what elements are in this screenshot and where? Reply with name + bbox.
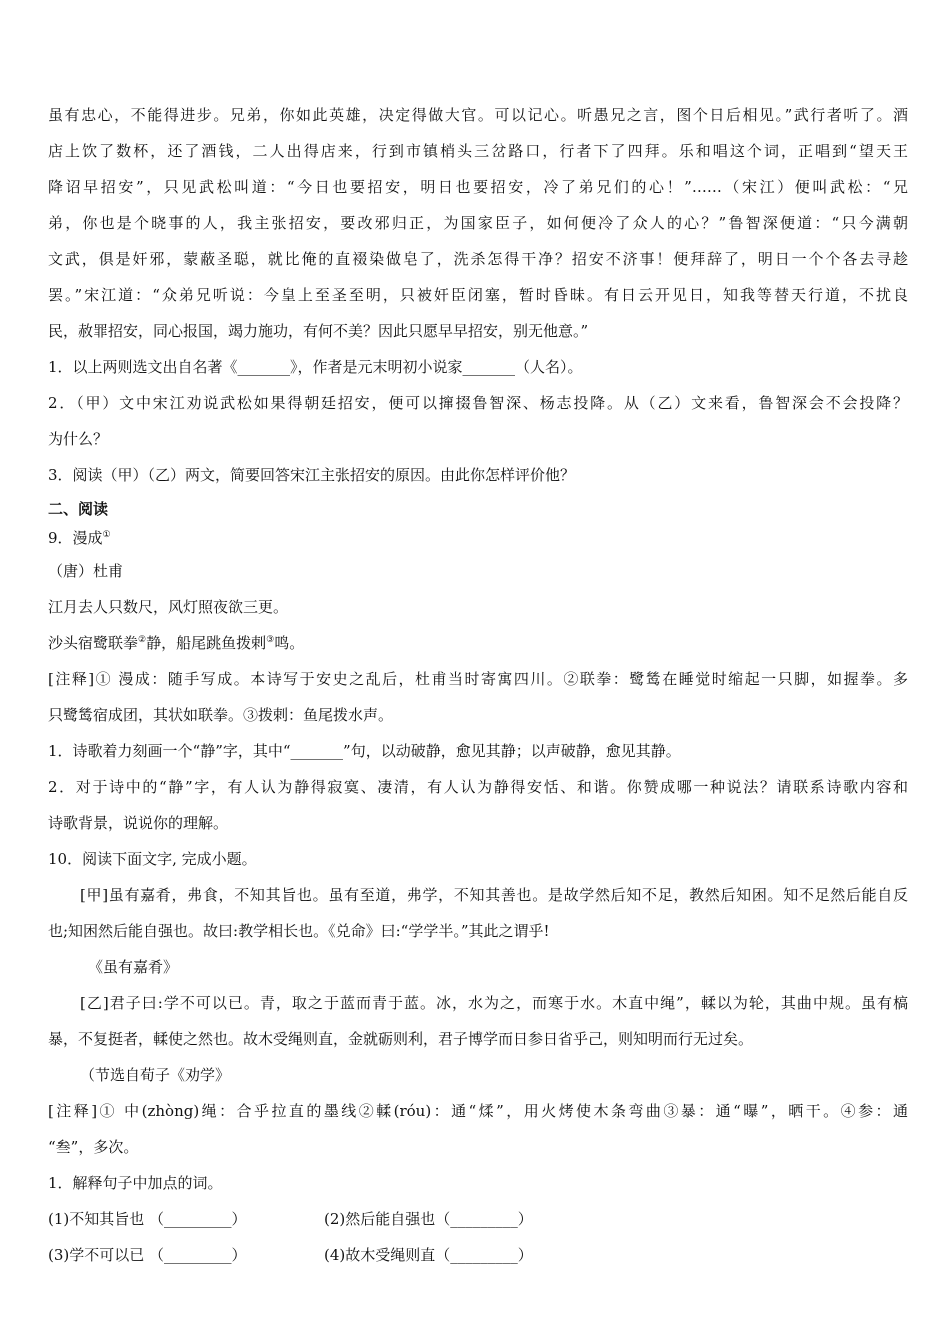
answer-item-3: (3)学不可以已 （_________）: [48, 1246, 247, 1264]
q9-question-2-cont: 诗歌背景，说说你的理解。: [48, 814, 229, 832]
passage-jia-cont: 也;知困然后能自强也。故曰:教学相长也。《兑命》曰:“学学半。”其此之谓乎!: [48, 922, 550, 940]
question-8-subquestions: [48, 349, 908, 493]
passage-jia-source: 《虽有嘉肴》: [88, 958, 179, 976]
passage-line: 罢。”宋江道：“众弟兄听说：今皇上至圣至明，只被奸臣闭塞，暂时昏昧。有日云开见日，知我等替天行道，不扰良: [48, 286, 908, 304]
section-heading: 二、阅读: [48, 500, 109, 518]
poem-text: 鸣。: [274, 634, 305, 652]
poem-author: （唐）杜甫: [48, 562, 124, 580]
q8-question-3: 3．阅读（甲）（乙）两文，简要回答宋江主张招安的原因。由此你怎样评价他？: [48, 466, 576, 484]
answer-item-4: (4)故木受绳则直（_________）: [324, 1246, 533, 1264]
q9-title-text: 9．漫成: [48, 529, 103, 547]
q10-note: [注释]① 中(zhòng)绳：合乎拉直的墨线②輮(róu)：通“煣”，用火烤使木条弯曲③暴：通“曝”，晒干。④参：通: [48, 1102, 908, 1120]
answer-row: [48, 1201, 908, 1237]
answer-item-2: (2)然后能自强也（_________）: [324, 1210, 533, 1228]
passage-yi: [乙]君子曰:学不可以已。青，取之于蓝而青于蓝。冰，水为之，而寒于水。木直中绳”，輮以为轮，其曲中规。虽有槁: [80, 994, 908, 1012]
passage-line: 降诏早招安”，只见武松叫道：“今日也要招安，明日也要招安，冷了弟兄们的心！”……（宋江）便叫武松：“兄: [48, 178, 908, 196]
q10-note-cont: “叁”，多次。: [48, 1138, 139, 1156]
question-9: [48, 523, 908, 841]
q8-question-1: 1．以上两则选文出自名著《_______》，作者是元末明初小说家_______（人名）。: [48, 358, 583, 376]
footnote-mark: ③: [266, 635, 275, 645]
poem-line: 江月去人只数尺，风灯照夜欲三更。: [48, 598, 289, 616]
q9-question-1: 1．诗歌着力刻画一个“静”字，其中“_______”句，以动破静，愈见其静；以声破静，愈见其静。: [48, 742, 681, 760]
passage-jia: [甲]虽有嘉肴，弗食，不知其旨也。虽有至道，弗学，不知其善也。是故学然后知不足，教然后知困。知不足然后能自反: [80, 886, 908, 904]
poem-line: [48, 625, 908, 661]
q10-intro: 10．阅读下面文字, 完成小题。: [48, 850, 257, 868]
passage-b: [48, 97, 908, 349]
q9-title: [48, 523, 908, 553]
answer-item-1: (1)不知其旨也 （_________）: [48, 1210, 247, 1228]
passage-line: 虽有忠心，不能得进步。兄弟，你如此英雄，决定得做大官。可以记心。听愚兄之言，图个日后相见。”武行者听了。酒: [48, 106, 908, 124]
footnote-mark: ②: [138, 635, 147, 645]
passage-line: 文武，俱是奸邪，蒙蔽圣聪，就比俺的直裰染做皂了，洗杀怎得干净？招安不济事！便拜辞了，明日一个个各去寻趁: [48, 250, 908, 268]
q10-question-1: 1．解释句子中加点的词。: [48, 1174, 223, 1192]
poem-text: 沙头宿鹭联拳: [48, 634, 139, 652]
q8-question-2: 2．（甲）文中宋江劝说武松如果得朝廷招安，便可以撺掇鲁智深、杨志投降。从（乙）文来看，鲁智深会不会投降？: [48, 394, 908, 412]
footnote-mark: ①: [102, 530, 111, 540]
q9-note: [注释]① 漫成：随手写成。本诗写于安史之乱后，杜甫当时寄寓四川。②联拳：鹭鸶在睡觉时缩起一只脚，如握拳。多: [48, 670, 908, 688]
poem-text: 静，船尾跳鱼拨剌: [146, 634, 267, 652]
document-page: [48, 97, 908, 1273]
answer-row: [48, 1237, 908, 1273]
passage-line: 弟，你也是个晓事的人，我主张招安，要改邪归正，为国家臣子，如何便冷了众人的心？”鲁智深便道：“只今满朝: [48, 214, 908, 232]
passage-yi-cont: 暴，不复挺者，輮使之然也。故木受绳则直，金就砺则利，君子博学而日参日省乎己，则知明而行无过矣。: [48, 1030, 754, 1048]
q9-note-cont: 只鹭鸶宿成团，其状如联拳。③拨剌：鱼尾拨水声。: [48, 706, 394, 724]
passage-yi-source: （节选自荀子《劝学》: [80, 1066, 231, 1084]
q9-question-2: 2．对于诗中的“静”字，有人认为静得寂寞、凄清，有人认为静得安恬、和谐。你赞成哪一种说法？请联系诗歌内容和: [48, 778, 908, 796]
passage-line: 店上饮了数杯，还了酒钱，二人出得店来，行到市镇梢头三岔路口，行者下了四拜。乐和唱这个词，正唱到“望天王: [48, 142, 908, 160]
q8-question-2-cont: 为什么？: [48, 430, 109, 448]
passage-line: 民，赦罪招安，同心报国，竭力施功，有何不美？因此只愿早早招安，别无他意。”: [48, 322, 589, 340]
question-10: [48, 841, 908, 1273]
